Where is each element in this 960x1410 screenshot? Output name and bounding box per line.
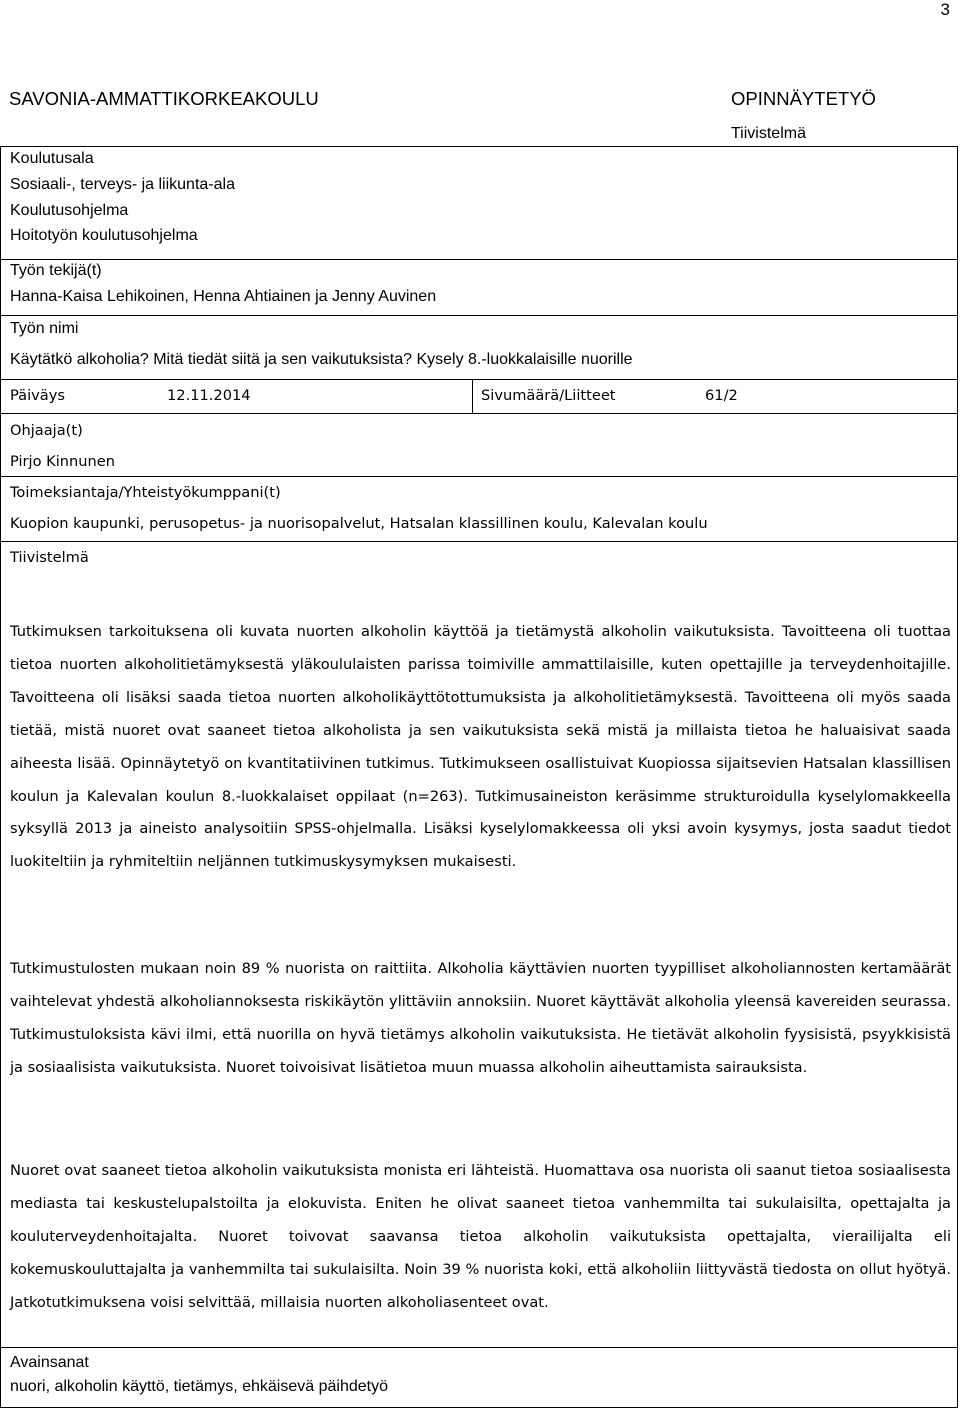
title-label: Työn nimi — [10, 320, 79, 337]
school-name: SAVONIA-AMMATTIKORKEAKOULU — [9, 88, 319, 109]
document-type: OPINNÄYTETYÖ — [731, 88, 876, 109]
partner-label: Toimeksiantaja/Yhteistyökumppani(t) — [10, 484, 281, 501]
abstract-form — [0, 146, 958, 1408]
authors-label: Työn tekijä(t) — [10, 262, 102, 279]
keywords-label: Avainsanat — [10, 1354, 89, 1371]
divider — [1, 259, 957, 260]
abstract-paragraph: Nuoret ovat saaneet tietoa alkoholin vaikutuksista monista eri lähteistä. Huomattava osa nuorista oli saanut tietoa sosiaalisesta mediasta tai keskustelupalstoilta ja elokuvista. Eniten he olivat saaneet tietoa vanhemmilta tai sukulaisilta, opettajalta ja kouluterveydenhoitajalta. Nuoret toivovat saavansa tietoa alkoholin vaikutuksista opettajalta, vierailijalta eli kokemuskouluttajalta ja vanhemmilta tai sukulaisilta. Noin 39 % nuorista koki, että alkoholiin liittyvästä tiedosta on ollut hyötyä. Jatkotutkimuksena voisi selvittää, millaisia nuorten alkoholiasenteet ovat. — [10, 1162, 951, 1311]
pages-value: 61/2 — [705, 387, 738, 404]
field-value: Sosiaali-, terveys- ja liikunta-ala — [10, 176, 235, 193]
keywords-value: nuori, alkoholin käyttö, tietämys, ehkäisevä päihdetyö — [10, 1378, 388, 1395]
divider — [1, 541, 957, 542]
abstract-paragraph: Tutkimustulosten mukaan noin 89 % nuorista on raittiita. Alkoholia käyttävien nuorten tyypilliset alkoholiannosten kertamäärät vaihtelevat yhdestä alkoholiannoksesta riskikäytön ylittäviin annoksiin. Nuoret käyttävät alkoholia yleensä kavereiden seurassa. Tutkimustuloksista kävi ilmi, että nuorilla on hyvä tietämys alkoholin vaikutuksista. He tietävät alkoholin fyysisistä, psyykkisistä ja sosiaalisista vaikutuksista. Nuoret toivoisivat lisätietoa muun muassa alkoholin aiheuttamista sairauksista. — [10, 960, 951, 1076]
divider — [1, 476, 957, 477]
programme-value: Hoitotyön koulutusohjelma — [10, 227, 198, 244]
divider — [1, 1347, 957, 1348]
document-subtype: Tiivistelmä — [731, 125, 806, 142]
abstract-label: Tiivistelmä — [10, 549, 89, 566]
column-divider — [472, 379, 473, 413]
page-number: 3 — [940, 0, 950, 19]
divider — [1, 413, 957, 414]
pages-label: Sivumäärä/Liitteet — [481, 387, 616, 404]
divider — [1, 379, 957, 380]
supervisor-label: Ohjaaja(t) — [10, 422, 83, 439]
divider — [1, 315, 957, 316]
abstract-paragraph: Tutkimuksen tarkoituksena oli kuvata nuorten alkoholin käyttöä ja tietämystä alkoholin vaikutuksista. Tavoitteena oli tuottaa tietoa nuorten alkoholitietämyksestä yläkoululaisten parissa toimiville ammattilaisille, kuten opettajille ja terveydenhoitajille. Tavoitteena oli lisäksi saada tietoa nuorten alkoholikäyttötottumuksista ja alkoholitietämyksestä. Tavoitteena oli myös saada tietää, mistä nuoret ovat saaneet tietoa alkoholista ja sen vaikutuksista sekä mistä ja millaista tietoa he haluaisivat saada aiheesta lisää. Opinnäytetyö on kvantitatiivinen tutkimus. Tutkimukseen osallistuivat Kuopiossa sijaitsevien Hatsalan klassillisen koulun ja Kalevalan koulun 8.-luokkalaiset oppilaat (n=263). Tutkimusaineiston keräsimme strukturoidulla kyselylomakkeella syksyllä 2013 ja aineisto analysoitiin SPSS-ohjelmalla. Lisäksi kyselylomakkeessa oli yksi avoin kysymys, josta saadut tiedot luokiteltiin ja ryhmiteltiin neljännen tutkimuskysymyksen mukaisesti. — [10, 623, 951, 871]
field-label: Koulutusala — [10, 150, 94, 167]
programme-label: Koulutusohjelma — [10, 202, 129, 219]
authors-value: Hanna-Kaisa Lehikoinen, Henna Ahtiainen ja Jenny Auvinen — [10, 288, 437, 305]
thesis-title: Käytätkö alkoholia? Mitä tiedät siitä ja sen vaikutuksista? Kysely 8.-luokkalaisille nuorille — [10, 351, 633, 368]
date-value: 12.11.2014 — [167, 387, 251, 404]
date-label: Päiväys — [10, 387, 65, 404]
supervisor-value: Pirjo Kinnunen — [10, 453, 116, 470]
partner-value: Kuopion kaupunki, perusopetus- ja nuorisopalvelut, Hatsalan klassillinen koulu, Kalevalan koulu — [10, 515, 708, 532]
